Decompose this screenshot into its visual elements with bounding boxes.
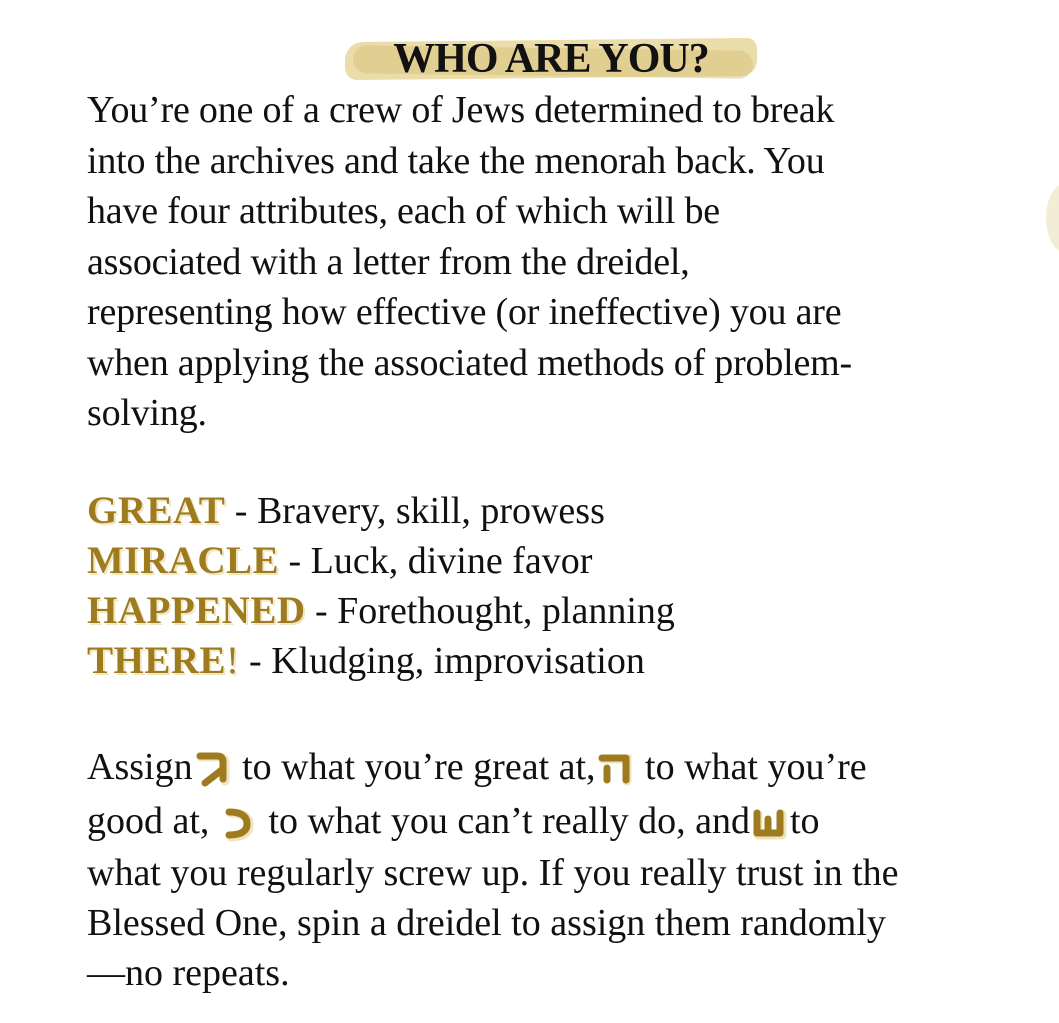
shin-icon [752,805,788,843]
assign-text: to what you’re [645,746,867,788]
attribute-name: MIRACLE [87,539,280,582]
attribute-row-happened [87,586,987,636]
nun-icon [221,805,257,843]
page-title: WHO ARE YOU? [393,36,709,82]
assign-text: to what you’re great at, [242,746,596,788]
assign-text: good at, [87,800,210,842]
attribute-row-great [87,486,987,536]
assign-line: —no repeats. [87,952,290,994]
intro-line: You’re one of a crew of Jews determined to break [87,89,835,131]
gimel-icon [195,751,231,789]
attribute-name: HAPPENED [87,589,306,632]
hey-icon [598,751,634,789]
assign-text: to what you can’t really do, and [268,800,750,842]
attribute-description: - Forethought, planning [315,590,675,632]
attribute-description: - Bravery, skill, prowess [234,490,605,532]
intro-line: solving. [87,392,207,434]
intro-line: associated with a letter from the dreidel, [87,240,690,283]
attribute-name: GREAT [87,489,226,532]
attribute-description: - Kludging, improvisation [249,640,645,682]
assign-line [87,794,1027,848]
intro-line: representing how effective (or ineffective) you are [87,291,842,333]
attribute-row-there [87,636,987,686]
attribute-list [87,486,987,686]
assign-paragraph [87,740,1027,998]
attribute-name: THERE [87,639,227,682]
intro-paragraph [87,85,1017,439]
intro-line: into the archives and take the menorah back. You [87,139,825,182]
intro-line: when applying the associated methods of problem- [87,341,852,384]
title-block [345,34,760,84]
attribute-row-miracle [87,536,987,586]
attribute-description: - Luck, divine favor [288,540,593,582]
assign-line [87,740,1027,794]
assign-text: to [790,800,820,842]
intro-line: have four attributes, each of which will be [87,190,720,232]
assign-text: Assign [87,746,193,788]
assign-line: Blessed One, spin a dreidel to assign them randomly [87,902,886,944]
assign-line: what you regularly screw up. If you really trust in the [87,852,899,894]
attribute-suffix: ! [226,639,240,682]
page-edge-decoration [1046,183,1059,253]
